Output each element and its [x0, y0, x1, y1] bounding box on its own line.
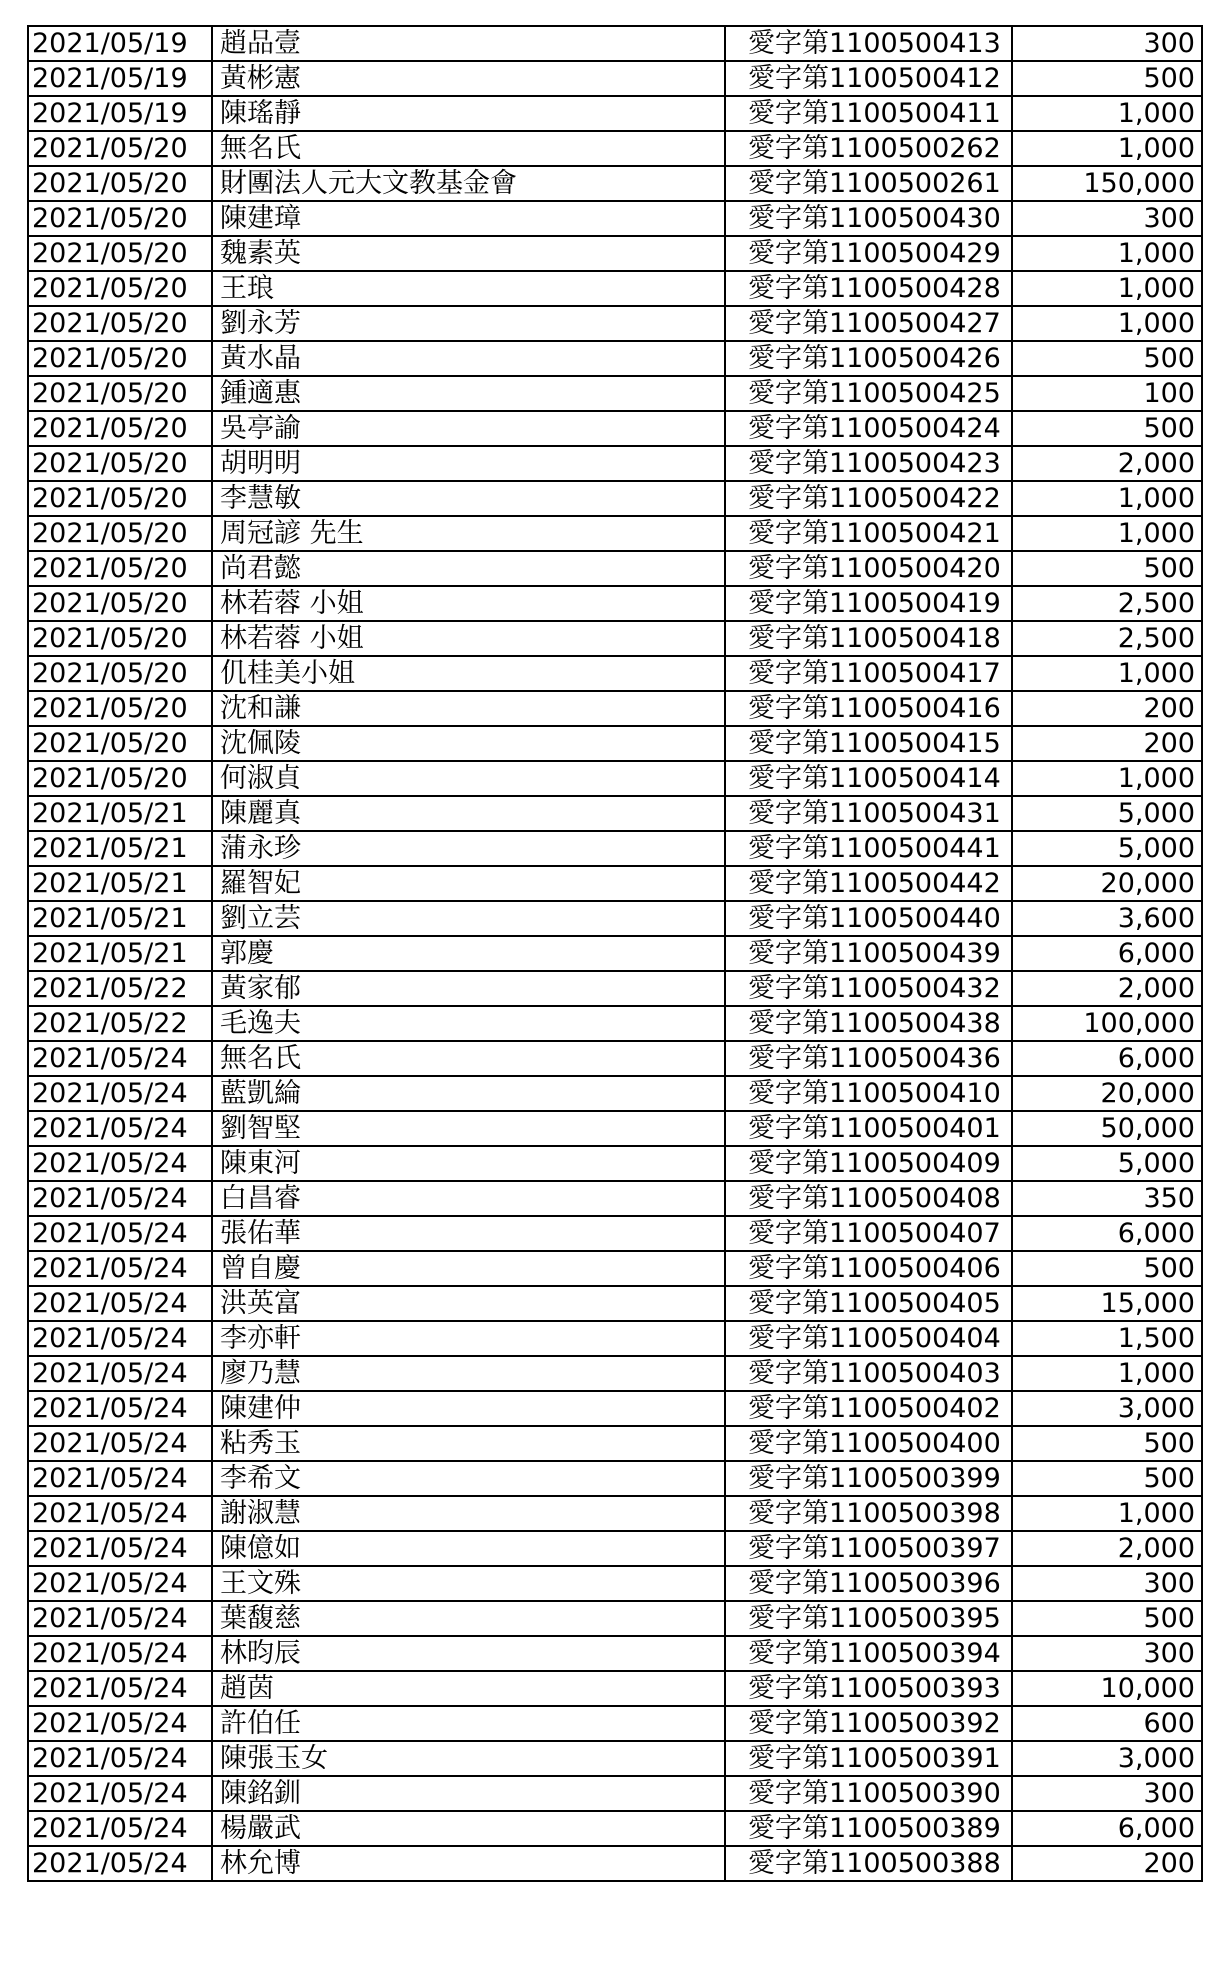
table-row [28, 26, 1202, 61]
donor-name-cell: 胡明明 [212, 446, 725, 481]
donor-name-cell: 藍凱綸 [212, 1076, 725, 1111]
amount-cell: 500 [1012, 551, 1202, 586]
date-cell: 2021/05/20 [28, 516, 212, 551]
donor-name-cell: 黃家郁 [212, 971, 725, 1006]
donor-name-cell: 張佑華 [212, 1216, 725, 1251]
amount-cell: 5,000 [1012, 831, 1202, 866]
receipt-number-cell: 愛字第1100500411 [725, 96, 1012, 131]
date-cell: 2021/05/24 [28, 1286, 212, 1321]
date-cell: 2021/05/21 [28, 796, 212, 831]
receipt-number-cell: 愛字第1100500414 [725, 761, 1012, 796]
receipt-number-cell: 愛字第1100500398 [725, 1496, 1012, 1531]
amount-cell: 300 [1012, 1636, 1202, 1671]
table-row [28, 1076, 1202, 1111]
amount-cell: 50,000 [1012, 1111, 1202, 1146]
table-row [28, 1706, 1202, 1741]
date-cell: 2021/05/24 [28, 1216, 212, 1251]
donor-name-cell: 王琅 [212, 271, 725, 306]
amount-cell: 300 [1012, 201, 1202, 236]
amount-cell: 1,000 [1012, 1496, 1202, 1531]
receipt-number-cell: 愛字第1100500418 [725, 621, 1012, 656]
amount-cell: 1,000 [1012, 656, 1202, 691]
donor-name-cell: 郭慶 [212, 936, 725, 971]
amount-cell: 6,000 [1012, 1811, 1202, 1846]
date-cell: 2021/05/24 [28, 1391, 212, 1426]
date-cell: 2021/05/20 [28, 341, 212, 376]
date-cell: 2021/05/20 [28, 446, 212, 481]
table-row [28, 131, 1202, 166]
donor-name-cell: 陳建璋 [212, 201, 725, 236]
amount-cell: 1,000 [1012, 516, 1202, 551]
amount-cell: 100,000 [1012, 1006, 1202, 1041]
amount-cell: 500 [1012, 341, 1202, 376]
table-row [28, 236, 1202, 271]
date-cell: 2021/05/20 [28, 306, 212, 341]
date-cell: 2021/05/20 [28, 166, 212, 201]
donor-name-cell: 陳東河 [212, 1146, 725, 1181]
table-row [28, 376, 1202, 411]
donor-name-cell: 白昌睿 [212, 1181, 725, 1216]
amount-cell: 200 [1012, 1846, 1202, 1881]
date-cell: 2021/05/22 [28, 1006, 212, 1041]
table-row [28, 1496, 1202, 1531]
table-row [28, 866, 1202, 901]
amount-cell: 5,000 [1012, 1146, 1202, 1181]
receipt-number-cell: 愛字第1100500438 [725, 1006, 1012, 1041]
receipt-number-cell: 愛字第1100500441 [725, 831, 1012, 866]
date-cell: 2021/05/20 [28, 376, 212, 411]
receipt-number-cell: 愛字第1100500408 [725, 1181, 1012, 1216]
table-row [28, 1356, 1202, 1391]
receipt-number-cell: 愛字第1100500423 [725, 446, 1012, 481]
date-cell: 2021/05/24 [28, 1566, 212, 1601]
table-row [28, 1671, 1202, 1706]
date-cell: 2021/05/24 [28, 1321, 212, 1356]
date-cell: 2021/05/20 [28, 201, 212, 236]
receipt-number-cell: 愛字第1100500393 [725, 1671, 1012, 1706]
amount-cell: 6,000 [1012, 1216, 1202, 1251]
date-cell: 2021/05/19 [28, 26, 212, 61]
date-cell: 2021/05/24 [28, 1776, 212, 1811]
receipt-number-cell: 愛字第1100500431 [725, 796, 1012, 831]
amount-cell: 100 [1012, 376, 1202, 411]
receipt-number-cell: 愛字第1100500392 [725, 1706, 1012, 1741]
table-row [28, 61, 1202, 96]
receipt-number-cell: 愛字第1100500400 [725, 1426, 1012, 1461]
donor-name-cell: 黃水晶 [212, 341, 725, 376]
table-row [28, 1636, 1202, 1671]
donor-name-cell: 仉桂美小姐 [212, 656, 725, 691]
donor-name-cell: 王文殊 [212, 1566, 725, 1601]
table-row [28, 446, 1202, 481]
amount-cell: 20,000 [1012, 866, 1202, 901]
table-row [28, 901, 1202, 936]
date-cell: 2021/05/19 [28, 61, 212, 96]
date-cell: 2021/05/20 [28, 761, 212, 796]
donor-name-cell: 林昀辰 [212, 1636, 725, 1671]
table-row [28, 1461, 1202, 1496]
table-row [28, 1251, 1202, 1286]
donor-name-cell: 曾自慶 [212, 1251, 725, 1286]
amount-cell: 2,000 [1012, 1531, 1202, 1566]
receipt-number-cell: 愛字第1100500405 [725, 1286, 1012, 1321]
amount-cell: 150,000 [1012, 166, 1202, 201]
date-cell: 2021/05/24 [28, 1741, 212, 1776]
amount-cell: 1,000 [1012, 271, 1202, 306]
donor-name-cell: 劉立芸 [212, 901, 725, 936]
table-row [28, 1111, 1202, 1146]
donor-name-cell: 周冠諺 先生 [212, 516, 725, 551]
receipt-number-cell: 愛字第1100500409 [725, 1146, 1012, 1181]
table-row [28, 1181, 1202, 1216]
receipt-number-cell: 愛字第1100500394 [725, 1636, 1012, 1671]
amount-cell: 500 [1012, 61, 1202, 96]
table-row [28, 1776, 1202, 1811]
amount-cell: 1,000 [1012, 481, 1202, 516]
date-cell: 2021/05/24 [28, 1146, 212, 1181]
donor-name-cell: 陳張玉女 [212, 1741, 725, 1776]
table-row [28, 656, 1202, 691]
table-row [28, 796, 1202, 831]
table-row [28, 1041, 1202, 1076]
amount-cell: 1,000 [1012, 306, 1202, 341]
date-cell: 2021/05/24 [28, 1111, 212, 1146]
donation-table-body [28, 26, 1202, 1881]
table-row [28, 96, 1202, 131]
donor-name-cell: 無名氏 [212, 1041, 725, 1076]
donor-name-cell: 魏素英 [212, 236, 725, 271]
amount-cell: 500 [1012, 1251, 1202, 1286]
table-row [28, 306, 1202, 341]
amount-cell: 15,000 [1012, 1286, 1202, 1321]
date-cell: 2021/05/20 [28, 551, 212, 586]
receipt-number-cell: 愛字第1100500261 [725, 166, 1012, 201]
table-row [28, 166, 1202, 201]
amount-cell: 1,000 [1012, 1356, 1202, 1391]
amount-cell: 500 [1012, 411, 1202, 446]
donor-name-cell: 洪英富 [212, 1286, 725, 1321]
date-cell: 2021/05/20 [28, 271, 212, 306]
date-cell: 2021/05/24 [28, 1251, 212, 1286]
receipt-number-cell: 愛字第1100500397 [725, 1531, 1012, 1566]
receipt-number-cell: 愛字第1100500436 [725, 1041, 1012, 1076]
donor-name-cell: 葉馥慈 [212, 1601, 725, 1636]
receipt-number-cell: 愛字第1100500415 [725, 726, 1012, 761]
date-cell: 2021/05/24 [28, 1426, 212, 1461]
receipt-number-cell: 愛字第1100500425 [725, 376, 1012, 411]
receipt-number-cell: 愛字第1100500403 [725, 1356, 1012, 1391]
donor-name-cell: 陳億如 [212, 1531, 725, 1566]
receipt-number-cell: 愛字第1100500391 [725, 1741, 1012, 1776]
receipt-number-cell: 愛字第1100500424 [725, 411, 1012, 446]
receipt-number-cell: 愛字第1100500432 [725, 971, 1012, 1006]
date-cell: 2021/05/24 [28, 1671, 212, 1706]
table-row [28, 761, 1202, 796]
amount-cell: 2,500 [1012, 586, 1202, 621]
table-row [28, 516, 1202, 551]
donor-name-cell: 陳建仲 [212, 1391, 725, 1426]
amount-cell: 200 [1012, 691, 1202, 726]
table-row [28, 551, 1202, 586]
amount-cell: 1,000 [1012, 96, 1202, 131]
donor-name-cell: 劉智堅 [212, 1111, 725, 1146]
table-row [28, 1006, 1202, 1041]
receipt-number-cell: 愛字第1100500416 [725, 691, 1012, 726]
receipt-number-cell: 愛字第1100500412 [725, 61, 1012, 96]
amount-cell: 1,000 [1012, 236, 1202, 271]
amount-cell: 500 [1012, 1601, 1202, 1636]
table-row [28, 691, 1202, 726]
table-row [28, 1741, 1202, 1776]
table-row [28, 341, 1202, 376]
donor-name-cell: 林允博 [212, 1846, 725, 1881]
donor-name-cell: 沈佩陵 [212, 726, 725, 761]
amount-cell: 10,000 [1012, 1671, 1202, 1706]
date-cell: 2021/05/24 [28, 1461, 212, 1496]
date-cell: 2021/05/20 [28, 691, 212, 726]
receipt-number-cell: 愛字第1100500420 [725, 551, 1012, 586]
table-row [28, 411, 1202, 446]
table-row [28, 1321, 1202, 1356]
receipt-number-cell: 愛字第1100500428 [725, 271, 1012, 306]
donor-name-cell: 李希文 [212, 1461, 725, 1496]
table-row [28, 1531, 1202, 1566]
amount-cell: 3,000 [1012, 1741, 1202, 1776]
date-cell: 2021/05/24 [28, 1181, 212, 1216]
date-cell: 2021/05/20 [28, 481, 212, 516]
receipt-number-cell: 愛字第1100500413 [725, 26, 1012, 61]
date-cell: 2021/05/19 [28, 96, 212, 131]
donor-name-cell: 黃彬憲 [212, 61, 725, 96]
amount-cell: 1,000 [1012, 761, 1202, 796]
receipt-number-cell: 愛字第1100500422 [725, 481, 1012, 516]
donor-name-cell: 羅智妃 [212, 866, 725, 901]
table-row [28, 1216, 1202, 1251]
donor-name-cell: 毛逸夫 [212, 1006, 725, 1041]
date-cell: 2021/05/21 [28, 901, 212, 936]
donor-name-cell: 陳銘釧 [212, 1776, 725, 1811]
amount-cell: 300 [1012, 26, 1202, 61]
amount-cell: 2,500 [1012, 621, 1202, 656]
table-row [28, 586, 1202, 621]
table-row [28, 621, 1202, 656]
amount-cell: 500 [1012, 1426, 1202, 1461]
donor-name-cell: 尚君懿 [212, 551, 725, 586]
receipt-number-cell: 愛字第1100500396 [725, 1566, 1012, 1601]
receipt-number-cell: 愛字第1100500440 [725, 901, 1012, 936]
date-cell: 2021/05/24 [28, 1356, 212, 1391]
date-cell: 2021/05/24 [28, 1531, 212, 1566]
receipt-number-cell: 愛字第1100500426 [725, 341, 1012, 376]
donor-name-cell: 陳麗真 [212, 796, 725, 831]
receipt-number-cell: 愛字第1100500410 [725, 1076, 1012, 1111]
date-cell: 2021/05/20 [28, 726, 212, 761]
donor-name-cell: 陳瑤靜 [212, 96, 725, 131]
table-row [28, 1146, 1202, 1181]
receipt-number-cell: 愛字第1100500389 [725, 1811, 1012, 1846]
receipt-number-cell: 愛字第1100500401 [725, 1111, 1012, 1146]
donor-name-cell: 無名氏 [212, 131, 725, 166]
date-cell: 2021/05/22 [28, 971, 212, 1006]
donor-name-cell: 粘秀玉 [212, 1426, 725, 1461]
amount-cell: 300 [1012, 1776, 1202, 1811]
table-row [28, 936, 1202, 971]
date-cell: 2021/05/24 [28, 1811, 212, 1846]
receipt-number-cell: 愛字第1100500439 [725, 936, 1012, 971]
amount-cell: 2,000 [1012, 446, 1202, 481]
receipt-number-cell: 愛字第1100500429 [725, 236, 1012, 271]
donor-name-cell: 楊嚴武 [212, 1811, 725, 1846]
donor-name-cell: 李亦軒 [212, 1321, 725, 1356]
table-row [28, 831, 1202, 866]
donor-name-cell: 趙茵 [212, 1671, 725, 1706]
donor-name-cell: 廖乃慧 [212, 1356, 725, 1391]
amount-cell: 20,000 [1012, 1076, 1202, 1111]
receipt-number-cell: 愛字第1100500402 [725, 1391, 1012, 1426]
amount-cell: 200 [1012, 726, 1202, 761]
receipt-number-cell: 愛字第1100500390 [725, 1776, 1012, 1811]
receipt-number-cell: 愛字第1100500442 [725, 866, 1012, 901]
amount-cell: 300 [1012, 1566, 1202, 1601]
donor-name-cell: 李慧敏 [212, 481, 725, 516]
receipt-number-cell: 愛字第1100500407 [725, 1216, 1012, 1251]
amount-cell: 1,500 [1012, 1321, 1202, 1356]
amount-cell: 2,000 [1012, 971, 1202, 1006]
date-cell: 2021/05/24 [28, 1636, 212, 1671]
date-cell: 2021/05/24 [28, 1706, 212, 1741]
amount-cell: 6,000 [1012, 936, 1202, 971]
donor-name-cell: 鍾適惠 [212, 376, 725, 411]
amount-cell: 3,600 [1012, 901, 1202, 936]
donation-table [27, 25, 1203, 1882]
donor-name-cell: 林若蓉 小姐 [212, 621, 725, 656]
date-cell: 2021/05/24 [28, 1846, 212, 1881]
receipt-number-cell: 愛字第1100500404 [725, 1321, 1012, 1356]
date-cell: 2021/05/24 [28, 1601, 212, 1636]
date-cell: 2021/05/21 [28, 831, 212, 866]
donor-name-cell: 沈和謙 [212, 691, 725, 726]
date-cell: 2021/05/20 [28, 656, 212, 691]
donor-name-cell: 吳亭諭 [212, 411, 725, 446]
date-cell: 2021/05/21 [28, 866, 212, 901]
donor-name-cell: 財團法人元大文教基金會 [212, 166, 725, 201]
amount-cell: 3,000 [1012, 1391, 1202, 1426]
receipt-number-cell: 愛字第1100500262 [725, 131, 1012, 166]
date-cell: 2021/05/20 [28, 131, 212, 166]
receipt-number-cell: 愛字第1100500430 [725, 201, 1012, 236]
receipt-number-cell: 愛字第1100500388 [725, 1846, 1012, 1881]
date-cell: 2021/05/20 [28, 621, 212, 656]
date-cell: 2021/05/24 [28, 1041, 212, 1076]
amount-cell: 5,000 [1012, 796, 1202, 831]
receipt-number-cell: 愛字第1100500427 [725, 306, 1012, 341]
receipt-number-cell: 愛字第1100500421 [725, 516, 1012, 551]
table-row [28, 1811, 1202, 1846]
date-cell: 2021/05/24 [28, 1076, 212, 1111]
table-row [28, 1846, 1202, 1881]
table-row [28, 481, 1202, 516]
donor-name-cell: 何淑貞 [212, 761, 725, 796]
table-row [28, 271, 1202, 306]
amount-cell: 500 [1012, 1461, 1202, 1496]
receipt-number-cell: 愛字第1100500417 [725, 656, 1012, 691]
amount-cell: 6,000 [1012, 1041, 1202, 1076]
table-row [28, 201, 1202, 236]
amount-cell: 1,000 [1012, 131, 1202, 166]
receipt-number-cell: 愛字第1100500395 [725, 1601, 1012, 1636]
receipt-number-cell: 愛字第1100500399 [725, 1461, 1012, 1496]
table-row [28, 1426, 1202, 1461]
table-row [28, 971, 1202, 1006]
receipt-number-cell: 愛字第1100500406 [725, 1251, 1012, 1286]
table-row [28, 1601, 1202, 1636]
receipt-number-cell: 愛字第1100500419 [725, 586, 1012, 621]
donor-name-cell: 林若蓉 小姐 [212, 586, 725, 621]
table-row [28, 1391, 1202, 1426]
donor-name-cell: 劉永芳 [212, 306, 725, 341]
table-row [28, 1566, 1202, 1601]
amount-cell: 600 [1012, 1706, 1202, 1741]
donor-name-cell: 趙品壹 [212, 26, 725, 61]
table-row [28, 726, 1202, 761]
date-cell: 2021/05/24 [28, 1496, 212, 1531]
table-row [28, 1286, 1202, 1321]
amount-cell: 350 [1012, 1181, 1202, 1216]
date-cell: 2021/05/20 [28, 411, 212, 446]
date-cell: 2021/05/20 [28, 236, 212, 271]
date-cell: 2021/05/21 [28, 936, 212, 971]
donor-name-cell: 謝淑慧 [212, 1496, 725, 1531]
date-cell: 2021/05/20 [28, 586, 212, 621]
donor-name-cell: 許伯任 [212, 1706, 725, 1741]
donor-name-cell: 蒲永珍 [212, 831, 725, 866]
